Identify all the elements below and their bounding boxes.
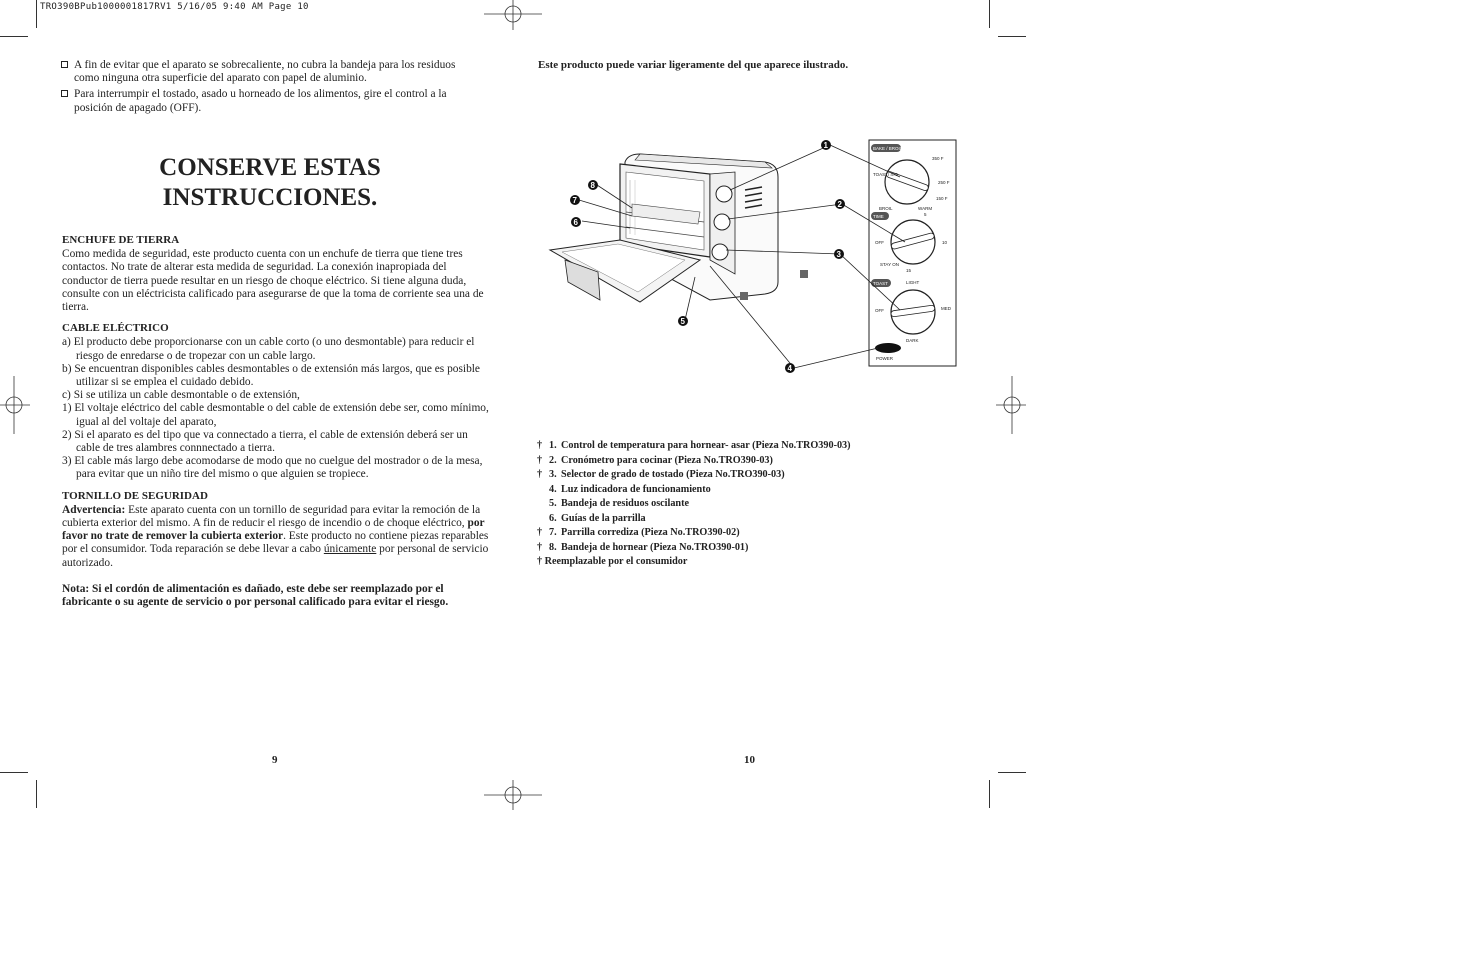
screw-text <box>62 504 490 570</box>
dagger-mark <box>537 512 549 527</box>
part-number: 1. <box>549 440 557 451</box>
dagger-mark <box>537 483 549 498</box>
part-text: Cronómetro para cocinar (Pieza No.TRO390-03) <box>561 454 773 466</box>
registration-mark-top <box>484 0 542 30</box>
cable-item: c) Si se utiliza un cable desmontable o de extensión, <box>62 389 300 402</box>
crop-mark <box>989 0 990 28</box>
cable-heading: CABLE ELÉCTRICO <box>62 322 169 335</box>
callout-label: 5 <box>680 317 685 326</box>
part-text: Luz indicadora de funcionamiento <box>561 483 711 495</box>
callout-label: 2 <box>837 200 842 209</box>
registration-mark-left <box>0 376 30 434</box>
screw-text-bold: por favor no trate de remover la cubierta exterior <box>62 517 485 543</box>
part-text: Control de temperatura para hornear- asar (Pieza No.TRO390-03) <box>561 440 851 451</box>
crop-mark <box>0 772 28 773</box>
left-bullets <box>61 59 481 118</box>
part-number: 6. <box>549 512 557 524</box>
bullet-text: A fin de evitar que el aparato se sobrecaliente, no cubra la bandeja para los residuos como ninguna otra superficie del aparato con papel de aluminio. <box>74 59 456 85</box>
registration-mark-right <box>996 376 1026 434</box>
part-text: Selector de grado de tostado (Pieza No.TRO390-03) <box>561 469 785 480</box>
label-time: TIME <box>873 214 884 219</box>
label-15: 15 <box>906 268 912 273</box>
screw-text-a: Este aparato cuenta con un tornillo de seguridad para evitar la remoción de la cubierta exterior del mismo. A fin de reducir el riesgo de incendio o de choque eléctrico, <box>62 503 481 530</box>
callout-3 <box>834 249 844 259</box>
screw-text-underline: únicamente <box>323 543 377 556</box>
illustration-disclaimer: Este producto puede variar ligeramente del que aparece ilustrado. <box>538 59 849 71</box>
cable-item: 1) El voltaje eléctrico del cable desmontable o del cable de extensión debe ser, como mínimo, igual al del voltaje del aparato, <box>62 402 489 428</box>
label-med: MED <box>941 306 951 311</box>
crop-mark <box>36 0 37 28</box>
toaster-oven-illustration <box>540 132 965 377</box>
part-number: 8. <box>549 541 557 553</box>
screw-heading: TORNILLO DE SEGURIDAD <box>62 489 208 502</box>
part-text: Parrilla corrediza (Pieza No.TRO390-02) <box>561 527 740 538</box>
label-off: OFF <box>875 240 884 245</box>
crop-mark <box>36 780 37 808</box>
crop-mark <box>998 36 1026 37</box>
label-warm: WARM <box>918 206 933 211</box>
parts-row <box>537 468 851 483</box>
page-number-left: 9 <box>272 754 278 766</box>
cable-item: b) Se encuentran disponibles cables desmontables o de extensión más largos, que es posible utilizar si se emplea el cuidado debido. <box>62 362 480 389</box>
label-350: 350 F <box>932 156 944 161</box>
left-body <box>62 226 490 609</box>
label-light: LIGHT <box>906 280 920 285</box>
cable-item: a) El producto debe proporcionarse con un cable corto (o uno desmontable) para reducir el riesgo de enredarse o de tropezar con un cable largo. <box>62 336 475 362</box>
callout-4 <box>785 363 795 373</box>
crop-mark <box>989 780 990 808</box>
warning-label: Advertencia: <box>62 503 126 516</box>
registration-mark-bottom <box>484 780 542 810</box>
callout-2 <box>835 199 845 209</box>
part-text: Bandeja de residuos oscilante <box>561 498 690 509</box>
checkbox-bullet-icon <box>61 61 68 68</box>
print-slug: TRO390BPub1000001817RV1 5/16/05 9:40 AM Page 10 <box>40 2 309 12</box>
part-number: 4. <box>549 483 557 495</box>
callout-label: 3 <box>836 250 841 259</box>
label-250: 250 F <box>938 180 950 185</box>
parts-row <box>537 541 851 556</box>
label-broil: BROIL <box>879 206 893 211</box>
label-10: 10 <box>942 240 948 245</box>
parts-row <box>537 497 851 512</box>
dagger-mark: † <box>537 527 543 538</box>
checkbox-bullet-icon <box>61 90 68 97</box>
cable-item: 3) El cable más largo debe acomodarse de modo que no cuelgue del mostrador o de la mesa, para evitar que un niño tire del mismo o que alguien se tropiece. <box>62 455 483 481</box>
label-5: 5 <box>924 212 927 217</box>
dagger-mark <box>537 497 549 512</box>
label-off-toast: OFF <box>875 308 884 313</box>
callout-5 <box>678 316 688 326</box>
label-power: POWER <box>876 356 894 361</box>
ground-heading: ENCHUFE DE TIERRA <box>62 234 180 246</box>
parts-row <box>537 439 851 454</box>
parts-row <box>537 512 851 527</box>
crop-mark <box>0 36 28 37</box>
power-cord-note: Nota: Si el cordón de alimentación es dañado, este debe ser reemplazado por el fabricante o su agente de servicio o por personal calificado para evitar el riesgo. <box>62 582 449 609</box>
part-number: 3. <box>549 469 557 480</box>
ground-text: Como medida de seguridad, este producto cuenta con un enchufe de tierra que tiene tres contactos. No trate de alterar esta medida de seguridad. La conexión inapropiada del conductor de tierra puede resultar en un riesgo de choque eléctrico. Si tiene alguna duda, consulte con un eléctricista calificado para asegurarse de que la toma de corriente sea una de tierra. <box>62 248 484 314</box>
parts-row <box>537 483 851 498</box>
label-150: 150 F <box>936 196 948 201</box>
part-text: Bandeja de hornear (Pieza No.TRO390-01) <box>561 541 749 553</box>
title-line-2: INSTRUCCIONES. <box>162 184 378 211</box>
parts-footer-text: † Reemplazable por el consumidor <box>537 556 688 567</box>
screw-text-c: por personal de servicio autorizado. <box>62 543 489 569</box>
label-bake-broil: BAKE / BROIL <box>873 146 903 151</box>
callout-7 <box>570 195 580 205</box>
page-title <box>60 153 480 213</box>
callout-label: 1 <box>823 141 828 150</box>
label-toast-temp: TOAST/ 475 <box>873 172 898 177</box>
parts-footer <box>537 555 851 570</box>
dagger-mark: † <box>537 469 543 480</box>
parts-row <box>537 526 851 541</box>
dagger-mark: † <box>537 440 543 451</box>
screw-text-b: . Este producto no contiene piezas reparables por el consumidor. Toda reparación se debe llevar a cabo <box>62 530 489 556</box>
callout-6 <box>571 217 581 227</box>
callout-label: 6 <box>573 218 578 227</box>
crop-mark <box>998 772 1026 773</box>
callout-8 <box>588 180 598 190</box>
part-number: 5. <box>549 498 557 509</box>
label-dark: DARK <box>906 338 919 343</box>
bullet-item <box>61 88 481 114</box>
callout-1 <box>821 140 831 150</box>
parts-row <box>537 454 851 469</box>
page-number-right: 10 <box>744 754 755 766</box>
callout-label: 8 <box>590 181 595 190</box>
parts-list <box>537 439 851 570</box>
dagger-mark: † <box>537 454 543 466</box>
bullet-text: Para interrumpir el tostado, asado u horneado de los alimentos, gire el control a la posición de apagado (OFF). <box>74 88 447 114</box>
cable-item: 2) Si el aparato es del tipo que va connectado a tierra, el cable de extensión deberá ser un cable de tres alambres connnectado a tierra. <box>62 428 468 455</box>
callout-label: 4 <box>787 364 792 373</box>
part-number: 2. <box>549 454 557 466</box>
dagger-mark: † <box>537 541 543 553</box>
label-stay-on: STAY ON <box>880 262 900 267</box>
part-text: Guías de la parrilla <box>561 512 646 524</box>
label-toast: TOAST <box>873 281 888 286</box>
bullet-item <box>61 59 481 85</box>
callout-label: 7 <box>572 196 577 205</box>
part-number: 7. <box>549 527 557 538</box>
title-line-1: CONSERVE ESTAS <box>159 154 381 181</box>
